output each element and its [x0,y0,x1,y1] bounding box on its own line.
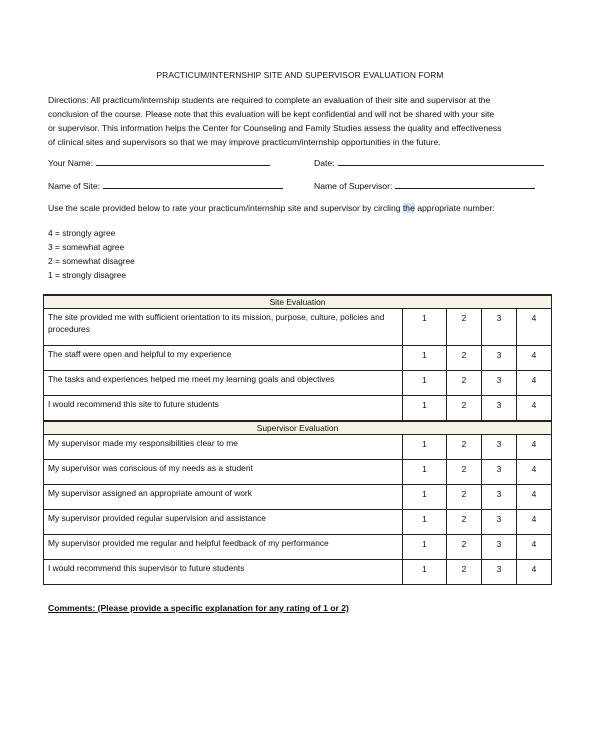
statement-cell: My supervisor provided regular supervision and assistance [44,509,403,534]
rating-4-cell[interactable]: 4 [517,371,552,396]
rating-scale-legend [48,226,135,282]
rating-2-cell[interactable]: 2 [447,534,482,559]
your-name-label: Your Name: [48,158,94,168]
table-row [44,509,552,534]
rating-4-cell[interactable]: 4 [517,509,552,534]
scale-instructions-text-end: appropriate number: [414,203,495,213]
highlighted-word: the [402,203,415,213]
date-field[interactable] [314,157,544,168]
rating-3-cell[interactable]: 3 [482,534,517,559]
rating-2-cell[interactable]: 2 [447,371,482,396]
name-of-supervisor-field[interactable] [314,180,535,191]
name-of-supervisor-line[interactable] [395,180,535,189]
name-of-site-line[interactable] [103,180,283,189]
scale-item: 4 = strongly agree [48,228,116,238]
rating-4-cell[interactable]: 4 [517,434,552,459]
rating-3-cell[interactable]: 3 [482,459,517,484]
rating-4-cell[interactable]: 4 [517,396,552,421]
rating-1-cell[interactable]: 1 [403,484,447,509]
statement-cell: I would recommend this site to future students [44,396,403,421]
table-row [44,346,552,371]
table-row [44,534,552,559]
directions-line: conclusion of the course. Please note that this evaluation will be kept confidential and will not be shared with your site [48,109,495,119]
comments-label: Comments: (Please provide a specific explanation for any rating of 1 or 2) [48,603,349,613]
scale-item: 3 = somewhat agree [48,242,125,252]
rating-3-cell[interactable]: 3 [482,309,517,346]
rating-1-cell[interactable]: 1 [403,396,447,421]
scale-instructions [48,203,495,213]
date-label: Date: [314,158,335,168]
rating-4-cell[interactable]: 4 [517,459,552,484]
table-row [44,459,552,484]
your-name-line[interactable] [96,157,270,166]
rating-1-cell[interactable]: 1 [403,459,447,484]
rating-3-cell[interactable]: 3 [482,396,517,421]
statement-cell: I would recommend this supervisor to future students [44,559,403,584]
rating-1-cell[interactable]: 1 [403,509,447,534]
rating-4-cell[interactable]: 4 [517,559,552,584]
rating-2-cell[interactable]: 2 [447,434,482,459]
rating-1-cell[interactable]: 1 [403,434,447,459]
table-row [44,434,552,459]
statement-cell: My supervisor provided me regular and helpful feedback of my performance [44,534,403,559]
rating-3-cell[interactable]: 3 [482,346,517,371]
table-row [44,371,552,396]
rating-1-cell[interactable]: 1 [403,559,447,584]
site-section-header [44,295,552,309]
scale-instructions-text: Use the scale provided below to rate your practicum/internship site and supervisor by circling [48,203,403,213]
directions-line: of clinical sites and supervisors so that we may improve practicum/internship opportunities in the future. [48,137,441,147]
rating-1-cell[interactable]: 1 [403,371,447,396]
scale-item: 1 = strongly disagree [48,270,126,280]
rating-1-cell[interactable]: 1 [403,346,447,371]
rating-1-cell[interactable]: 1 [403,309,447,346]
rating-2-cell[interactable]: 2 [447,559,482,584]
form-title: PRACTICUM/INTERNSHIP SITE AND SUPERVISOR EVALUATION FORM [156,70,444,80]
name-of-supervisor-label: Name of Supervisor: [314,181,393,191]
rating-2-cell[interactable]: 2 [447,459,482,484]
rating-4-cell[interactable]: 4 [517,534,552,559]
table-row [44,309,552,346]
rating-4-cell[interactable]: 4 [517,484,552,509]
rating-2-cell[interactable]: 2 [447,509,482,534]
table-row [44,559,552,584]
rating-2-cell[interactable]: 2 [447,396,482,421]
rating-3-cell[interactable]: 3 [482,509,517,534]
rating-3-cell[interactable]: 3 [482,434,517,459]
name-of-site-field[interactable] [48,180,283,191]
supervisor-section-heading: Supervisor Evaluation [44,421,552,435]
name-of-site-label: Name of Site: [48,181,101,191]
site-section-heading: Site Evaluation [44,295,552,309]
rating-2-cell[interactable]: 2 [447,309,482,346]
table-row [44,396,552,421]
evaluation-table [43,294,552,585]
rating-2-cell[interactable]: 2 [447,484,482,509]
directions-line: or supervisor. This information helps the Center for Counseling and Family Studies assess the quality and effectiveness [48,123,502,133]
statement-cell: The site provided me with sufficient orientation to its mission, purpose, culture, policies and procedures [44,309,403,346]
supervisor-section-header [44,421,552,435]
rating-1-cell[interactable]: 1 [403,534,447,559]
scale-item: 2 = somewhat disagree [48,256,135,266]
directions-line: Directions: All practicum/internship students are required to complete an evaluation of their site and supervisor at the [48,95,491,105]
directions-paragraph [48,93,554,149]
statement-cell: The tasks and experiences helped me meet my learning goals and objectives [44,371,403,396]
rating-4-cell[interactable]: 4 [517,309,552,346]
rating-3-cell[interactable]: 3 [482,484,517,509]
statement-cell: My supervisor was conscious of my needs as a student [44,459,403,484]
statement-cell: My supervisor assigned an appropriate amount of work [44,484,403,509]
rating-2-cell[interactable]: 2 [447,346,482,371]
date-line[interactable] [338,157,544,166]
rating-3-cell[interactable]: 3 [482,559,517,584]
statement-cell: My supervisor made my responsibilities clear to me [44,434,403,459]
rating-4-cell[interactable]: 4 [517,346,552,371]
table-row [44,484,552,509]
statement-cell: The staff were open and helpful to my experience [44,346,403,371]
rating-3-cell[interactable]: 3 [482,371,517,396]
your-name-field[interactable] [48,157,270,168]
